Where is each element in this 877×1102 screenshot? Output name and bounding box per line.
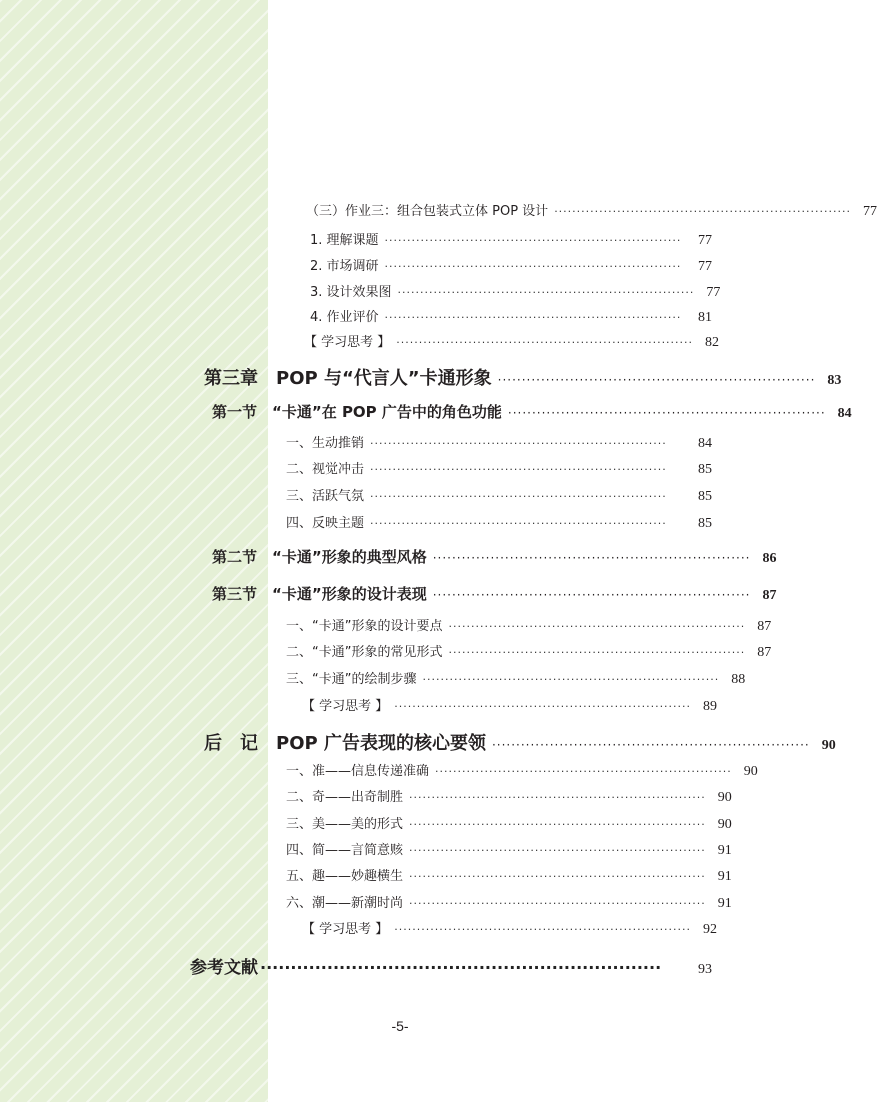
- dot-leader: ··································································: [397, 286, 695, 299]
- dot-leader: ··································································: [435, 765, 732, 778]
- dot-leader: ··································································: [432, 588, 751, 602]
- toc-entry[interactable]: [286, 813, 732, 833]
- toc-entry-label: 第二节 “卡通”形象的典型风格: [212, 548, 427, 566]
- toc-entry-page: 90: [743, 764, 758, 779]
- dot-leader: ··································································: [448, 646, 746, 659]
- dot-leader: ··································································: [432, 551, 751, 565]
- toc-entry[interactable]: [306, 200, 877, 220]
- toc-entry-page: 84: [837, 406, 852, 421]
- toc-entry[interactable]: [286, 458, 712, 478]
- dot-leader: ··································································: [409, 897, 706, 910]
- toc-chapter-entry[interactable]: [204, 729, 836, 755]
- toc-entry-page: 85: [698, 516, 712, 531]
- toc-entry[interactable]: [286, 512, 712, 532]
- toc-entry-label: 一、生动推销: [286, 436, 365, 451]
- dot-leader: ··································································: [384, 260, 682, 273]
- toc-entry[interactable]: [310, 229, 712, 249]
- toc-entry-label: 六、潮——新潮时尚: [286, 896, 404, 911]
- toc-chapter-entry[interactable]: [204, 364, 842, 390]
- toc-entry-page: 85: [698, 462, 712, 477]
- toc-entry-label: 五、趣——妙趣横生: [286, 869, 404, 884]
- toc-entry[interactable]: [310, 306, 712, 326]
- dot-leader: ··································································: [409, 818, 706, 831]
- toc-entry-label: 第三节 “卡通”形象的设计表现: [212, 585, 427, 603]
- toc-entry-label: 三、美——美的形式: [286, 817, 404, 832]
- toc-section-entry[interactable]: [212, 583, 777, 604]
- toc-entry-page: 91: [717, 896, 732, 911]
- toc-entry-page: 84: [698, 436, 712, 451]
- toc-entry-label: 一、准——信息传递准确: [286, 764, 430, 779]
- toc-entry-page: 92: [703, 922, 718, 937]
- toc-entry-page: 86: [762, 551, 777, 566]
- dot-leader: ··································································: [396, 336, 694, 349]
- toc-entry-label: 参考文献: [190, 958, 258, 978]
- toc-entry-label: 【 学习思考 】: [304, 335, 391, 350]
- toc-section-entry[interactable]: [212, 401, 852, 422]
- toc-entry-label: 3. 设计效果图: [310, 285, 392, 300]
- dot-leader: ··································································: [370, 437, 667, 450]
- toc-entry-label: 四、简——言简意赅: [286, 843, 404, 858]
- toc-entry-label: 三、“卡通”的绘制步骤: [286, 672, 417, 687]
- toc-entry[interactable]: [286, 892, 732, 912]
- toc-entry-page: 89: [703, 699, 718, 714]
- toc-entry-page: 90: [821, 738, 836, 753]
- toc-entry-page: 83: [827, 373, 842, 388]
- dot-leader: ··································································: [370, 463, 667, 476]
- dot-leader: ··································································: [394, 923, 692, 936]
- toc-entry-label: 4. 作业评价: [310, 310, 379, 325]
- dot-leader: ··································································: [370, 490, 667, 503]
- dot-leader: ··································································: [409, 791, 706, 804]
- dot-leader: ··································································: [384, 234, 682, 247]
- page-number: -5-: [391, 1018, 409, 1034]
- toc-entry-label: 后 记 POP 广告表现的核心要领: [204, 733, 486, 754]
- toc-entry-label: 三、活跃气氛: [286, 489, 365, 504]
- dot-leader: ··································································: [384, 311, 682, 324]
- toc-entry-page: 77: [706, 285, 721, 300]
- toc-entry[interactable]: [286, 641, 772, 661]
- dot-leader: ··································································: [422, 673, 720, 686]
- toc-entry-page: 91: [717, 843, 732, 858]
- toc-entry-page: 77: [698, 259, 712, 274]
- toc-entry-page: 90: [717, 790, 732, 805]
- toc-entry-label: 【 学习思考 】: [302, 699, 389, 714]
- toc-entry-page: 87: [757, 645, 772, 660]
- dot-leader: ··································································: [448, 620, 746, 633]
- toc-entry[interactable]: [286, 760, 758, 780]
- toc-entry-label: 第三章 POP 与“代言人”卡通形象: [204, 368, 492, 389]
- toc-entry[interactable]: [304, 331, 720, 351]
- dot-leader: ··································································: [260, 958, 662, 977]
- toc-entry-label: 一、“卡通”形象的设计要点: [286, 619, 443, 634]
- toc-entry-page: 82: [705, 335, 720, 350]
- dot-leader: ··································································: [409, 844, 706, 857]
- toc-entry[interactable]: [302, 918, 718, 938]
- toc-entry[interactable]: [286, 615, 772, 635]
- toc-entry-page: 90: [717, 817, 732, 832]
- toc-entry-page: 91: [717, 869, 732, 884]
- toc-entry[interactable]: [286, 668, 746, 688]
- toc-entry-label: 二、“卡通”形象的常见形式: [286, 645, 443, 660]
- toc-entry-label: 【 学习思考 】: [302, 922, 389, 937]
- toc-entry-page: 85: [698, 489, 712, 504]
- toc-entry-label: （三）作业三：组合包装式立体 POP 设计: [306, 204, 549, 219]
- toc-entry-label: 二、视觉冲击: [286, 462, 365, 477]
- toc-entry[interactable]: [302, 695, 718, 715]
- toc-entry[interactable]: [286, 432, 712, 452]
- toc-entry-page: 93: [698, 962, 712, 977]
- toc-entry-page: 81: [698, 310, 712, 325]
- toc-entry-page: 87: [757, 619, 772, 634]
- dot-leader: ··································································: [554, 205, 851, 218]
- dot-leader: ··································································: [507, 406, 826, 420]
- toc-entry[interactable]: [286, 865, 732, 885]
- toc-entry-page: 77: [862, 204, 877, 219]
- toc-entry-label: 第一节 “卡通”在 POP 广告中的角色功能: [212, 403, 502, 421]
- toc-entry-page: 87: [762, 588, 777, 603]
- dot-leader: ··································································: [491, 738, 810, 752]
- toc-entry[interactable]: [286, 839, 732, 859]
- toc-entry[interactable]: [310, 255, 712, 275]
- toc-entry[interactable]: [286, 786, 732, 806]
- toc-references-entry[interactable]: [190, 953, 712, 978]
- dot-leader: ··································································: [497, 373, 816, 387]
- toc-entry[interactable]: [286, 485, 712, 505]
- dot-leader: ··································································: [394, 700, 692, 713]
- toc-section-entry[interactable]: [212, 546, 777, 567]
- toc-entry-page: 77: [698, 233, 712, 248]
- dot-leader: ··································································: [409, 870, 706, 883]
- toc-entry[interactable]: [310, 281, 721, 301]
- toc-entry-label: 2. 市场调研: [310, 259, 379, 274]
- toc-entry-label: 二、奇——出奇制胜: [286, 790, 404, 805]
- dot-leader: ··································································: [370, 517, 667, 530]
- toc-entry-page: 88: [731, 672, 746, 687]
- toc-entry-label: 四、反映主题: [286, 516, 365, 531]
- toc-entry-label: 1. 理解课题: [310, 233, 379, 248]
